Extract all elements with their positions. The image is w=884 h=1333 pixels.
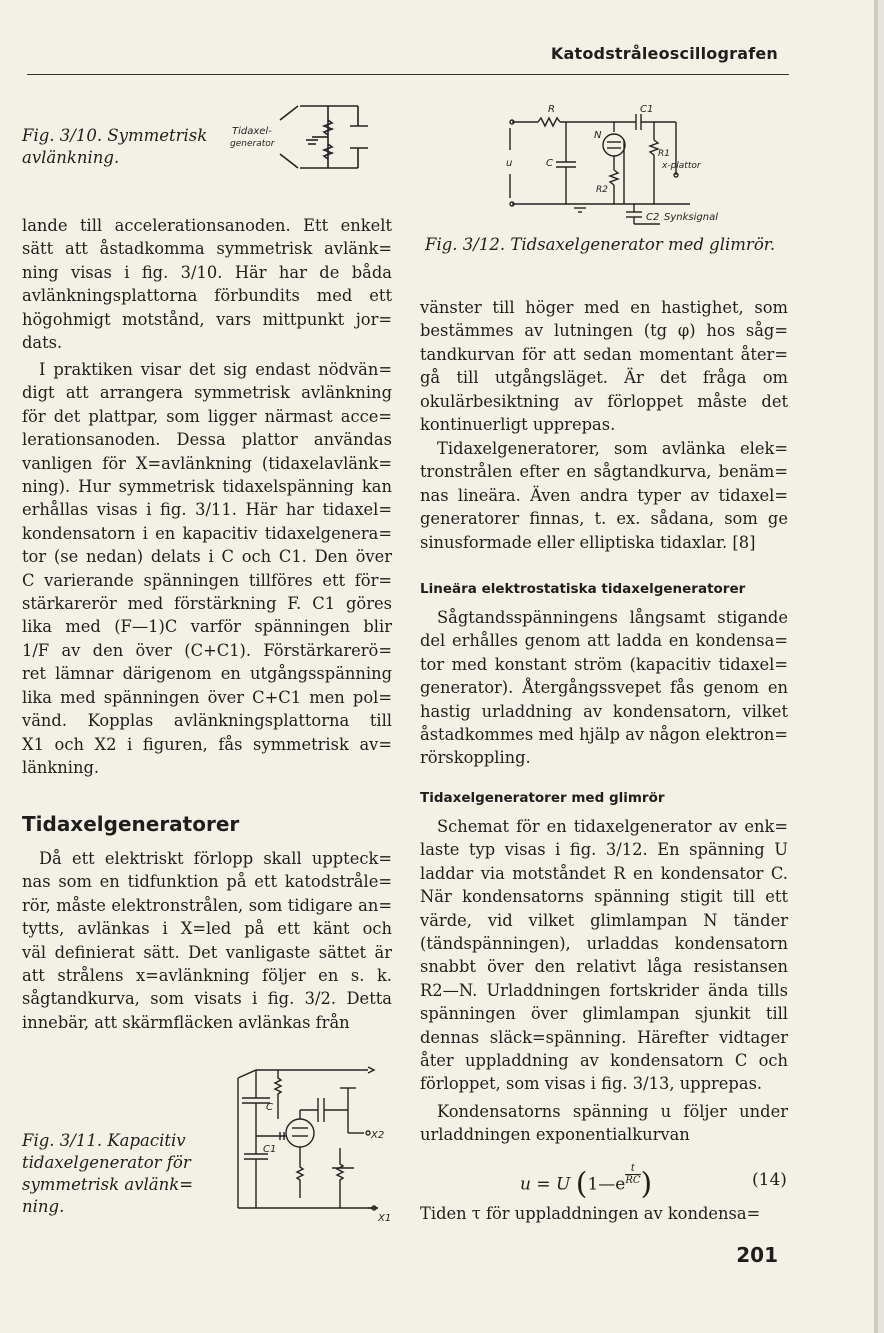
text-line: åstadkommes med hjälp av någon elektron= <box>420 725 788 745</box>
equation-number: (14) <box>752 1170 787 1190</box>
text-line: högohmigt motstånd, vars mittpunkt jor= <box>22 309 392 329</box>
text-line: lika med (F—1)C varför spänningen blir <box>22 617 392 637</box>
fig-3-10-diagram <box>228 98 388 178</box>
text-line: att strålens x=avlänkning följer en s. k. <box>22 966 392 986</box>
text-line: lika med spänningen över C+C1 men pol= <box>22 687 392 707</box>
text-line: vanligen för X=avlänkning (tidaxelavlänk= <box>22 453 392 473</box>
fig-3-10-label: Tidaxel- <box>232 126 272 137</box>
text-line: Kondensatorns spänning u följer under <box>437 1102 788 1121</box>
text-line: tor med konstant ström (kapacitiv tidaxel= <box>420 654 788 674</box>
text-line: stärkarerör med förstärkning F. C1 göres <box>22 594 392 614</box>
fig-3-11-diagram <box>228 1058 393 1228</box>
fig-3-12-caption: Fig. 3/12. Tidsaxelgenerator med glimrör. <box>425 235 776 254</box>
text-line: ning). Hur symmetrisk tidaxelspänning kan <box>22 477 392 497</box>
fig-3-12-label-r2: R2 <box>596 185 608 195</box>
text-line: digt att arrangera symmetrisk avlänkning <box>22 383 392 403</box>
text-line: sinusformade eller elliptiska tidaxlar. [8] <box>420 532 756 552</box>
right-paragraph-6: Tiden τ för uppladdningen av kondensa= <box>420 1204 761 1223</box>
right-paragraph-3 <box>420 606 788 770</box>
subheading-glimror: Tidaxelgeneratorer med glimrör <box>420 790 665 806</box>
header-rule <box>27 74 789 75</box>
text-line: del erhålles genom att ladda en kondensa= <box>420 631 788 651</box>
text-line: urladdningen exponentialkurvan <box>420 1125 690 1145</box>
text-line: dennas släck=spänning. Härefter vidtager <box>420 1027 788 1047</box>
right-paragraph-5 <box>420 1100 788 1147</box>
right-paragraph-2 <box>420 437 788 554</box>
right-paragraph-4 <box>420 815 788 1096</box>
text-line: sätt att åstadkomma symmetrisk avlänk= <box>22 239 392 259</box>
text-line: ret lämnar därigenom en utgångsspänning <box>22 664 392 684</box>
text-line: rörskoppling. <box>420 748 531 768</box>
text-line: vänd. Kopplas avlänkningsplattorna till <box>22 711 392 731</box>
text-line: Sågtandsspänningens långsamt stigande <box>437 608 788 627</box>
page-number: 201 <box>736 1243 778 1267</box>
fig-3-12-label-c1: C1 <box>640 104 654 115</box>
text-line: lande till accelerationsanoden. Ett enkelt <box>22 216 392 235</box>
text-line: Då ett elektriskt förlopp skall uppteck= <box>39 849 392 868</box>
text-line: väl definierat sätt. Det vanligaste sättet är <box>22 942 392 962</box>
caption-line: Fig. 3/11. Kapacitiv <box>22 1131 186 1150</box>
text-line: X1 och X2 i figuren, fås symmetrisk av= <box>22 734 392 754</box>
text-line: tronstrålen efter en sågtandkurva, benäm= <box>420 462 788 482</box>
text-line: länkning. <box>22 757 100 777</box>
text-line: kondensatorn i en kapacitiv tidaxelgenera= <box>22 523 392 543</box>
fig-3-12-label-r1: R1 <box>658 149 670 159</box>
fig-3-11-label-c1: C1 <box>263 1144 277 1155</box>
fig-3-12-label-c: C <box>546 158 553 169</box>
text-line: laste typ visas i fig. 3/12. En spänning U <box>420 840 788 860</box>
right-paragraph-1 <box>420 296 788 436</box>
text-line: avlänkningsplattorna förbundits med ett <box>22 286 392 306</box>
fig-3-12-diagram <box>500 100 750 230</box>
text-line: åter uppladdning av kondensatorn C och <box>420 1051 788 1071</box>
text-line: för det plattpar, som ligger närmast acce= <box>22 406 392 426</box>
text-line: Schemat för en tidaxelgenerator av enk= <box>437 817 788 836</box>
text-line: nas som en tidfunktion på ett katodstråle= <box>22 872 392 892</box>
text-line: dats. <box>22 333 63 353</box>
fig-3-10-caption: Fig. 3/10. Symmetrisk avlänkning. <box>22 126 208 167</box>
running-header: Katodstråleoscillografen <box>550 44 778 63</box>
text-line: värde, vid vilket glimlampan N tänder <box>420 910 788 930</box>
fig-3-12-label-u: u <box>506 158 513 169</box>
text-line: gå till utgångsläget. Är det fråga om <box>420 368 788 388</box>
fig-3-11-label-c: C <box>266 1102 273 1113</box>
fig-3-11-label-x1: X1 <box>378 1213 392 1224</box>
equation-14: u = U (1—e $^{\frac{t}{RC}}$ ) <box>520 1163 653 1202</box>
fig-3-12-label-n: N <box>594 130 602 141</box>
caption-line: tidaxelgenerator för <box>22 1153 191 1172</box>
fig-3-11-label-x2: X2 <box>371 1130 385 1141</box>
text-line: förloppet, som visas i fig. 3/13, upprepas. <box>420 1074 763 1094</box>
text-line: rör, måste elektronstrålen, som tidigare an= <box>22 895 392 915</box>
text-line: nas lineära. Även andra typer av tidaxel= <box>420 485 788 505</box>
left-paragraph-2 <box>22 358 392 779</box>
text-line: I praktiken visar det sig endast nödvän= <box>39 360 392 379</box>
text-line: generator). Återgångssvepet fås genom en <box>420 678 788 698</box>
text-line: C varierande spänningen tillföres ett för= <box>22 570 392 590</box>
left-paragraph-1 <box>22 214 392 354</box>
fig-3-12-label-c2: C2 <box>646 212 660 223</box>
fig-3-10-label2: generator <box>230 139 275 149</box>
text-line: kontinuerligt upprepas. <box>420 415 616 435</box>
left-paragraph-3 <box>22 847 392 1034</box>
text-line: bestämmes av lutningen (tg φ) hos såg= <box>420 321 788 341</box>
text-line: hastig urladdning av kondensatorn, vilket <box>420 701 788 721</box>
text-line: innebär, att skärmfläcken avlänkas från <box>22 1012 350 1032</box>
text-line: ning visas i fig. 3/10. Här har de båda <box>22 262 392 282</box>
text-line: R2—N. Urladdningen fortskrider ända tills <box>420 980 788 1000</box>
text-line: generatorer finnas, t. ex. sådana, som ge <box>420 509 788 529</box>
text-line: laddar via motståndet R en kondensator C. <box>420 863 788 883</box>
text-line: snabbt över den relativt låga resistansen <box>420 957 788 977</box>
text-line: Tidaxelgeneratorer, som avlänka elek= <box>437 439 788 458</box>
text-line: vänster till höger med en hastighet, som <box>420 298 788 317</box>
fig-3-12-label-xplattor: x-plattor <box>662 161 701 171</box>
subheading-lineara: Lineära elektrostatiska tidaxelgeneratorer <box>420 581 746 597</box>
fig-3-12-label-synk: Synksignal <box>664 212 718 223</box>
fig-3-11-caption <box>22 1130 193 1218</box>
fig-3-12-label-r: R <box>548 104 555 115</box>
text-line: erhållas visas i fig. 3/11. Här har tidaxel= <box>22 500 392 520</box>
caption-line: ning. <box>22 1197 65 1216</box>
caption-line: symmetrisk avlänk= <box>22 1175 194 1194</box>
section-heading: Tidaxelgeneratorer <box>22 812 240 836</box>
text-line: När kondensatorns spänning stigit till ett <box>420 887 788 907</box>
text-line: tor (se nedan) delats i C och C1. Den över <box>22 547 392 567</box>
text-line: 1/F av den över (C+C1). Förstärkarerö= <box>22 640 392 660</box>
text-line: sågtandkurva, som visats i fig. 3/2. Detta <box>22 989 392 1009</box>
text-line: tytts, avlänkas i X=led på ett känt och <box>22 919 392 939</box>
text-line: okulärbesiktning av förloppet måste det <box>420 391 788 411</box>
text-line: tandkurvan för att sedan momentant åter= <box>420 344 788 364</box>
text-line: (tändspänningen), urladdas kondensatorn <box>420 934 788 954</box>
text-line: spänningen över glimlampan sjunkit till <box>420 1004 788 1024</box>
text-line: lerationsanoden. Dessa plattor användas <box>22 430 392 450</box>
